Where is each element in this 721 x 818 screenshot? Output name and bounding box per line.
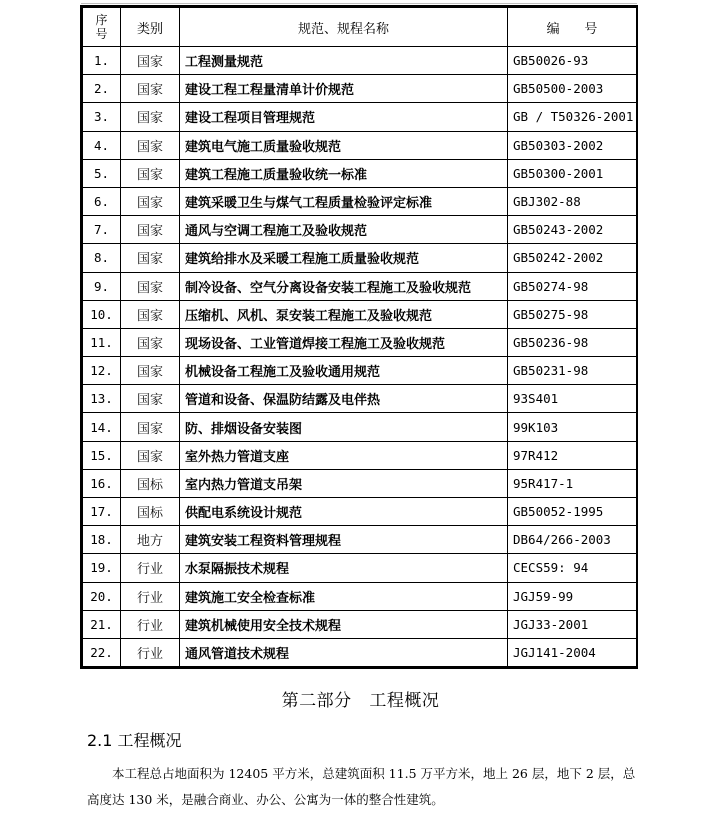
row-category: 行业 [121, 610, 180, 638]
table-row [83, 469, 637, 497]
row-standard-name: 现场设备、工业管道焊接工程施工及验收规范 [180, 328, 508, 356]
row-code: DB64/266-2003 [508, 526, 637, 554]
row-serial-number: 21. [83, 610, 121, 638]
row-code: GB50026-93 [508, 47, 637, 75]
header-serial-line2: 号 [95, 27, 108, 41]
row-code: GB50300-2001 [508, 159, 637, 187]
table-row [83, 187, 637, 215]
table-row [83, 244, 637, 272]
row-serial-number: 12. [83, 357, 121, 385]
row-standard-name: 建筑电气施工质量验收规范 [180, 131, 508, 159]
row-serial-number: 14. [83, 413, 121, 441]
row-standard-name: 室外热力管道支座 [180, 441, 508, 469]
row-serial-number: 13. [83, 385, 121, 413]
row-category: 国家 [121, 103, 180, 131]
row-serial-number: 22. [83, 638, 121, 666]
row-category: 国家 [121, 131, 180, 159]
row-standard-name: 通风管道技术规程 [180, 638, 508, 666]
table-row [83, 103, 637, 131]
row-standard-name: 制冷设备、空气分离设备安装工程施工及验收规范 [180, 272, 508, 300]
table-header-row [83, 8, 637, 47]
row-category: 国家 [121, 244, 180, 272]
row-code: 99K103 [508, 413, 637, 441]
row-standard-name: 防、排烟设备安装图 [180, 413, 508, 441]
table-body [83, 47, 637, 667]
row-category: 行业 [121, 582, 180, 610]
row-code: GB50275-98 [508, 300, 637, 328]
row-serial-number: 20. [83, 582, 121, 610]
row-category: 国家 [121, 47, 180, 75]
row-serial-number: 3. [83, 103, 121, 131]
row-category: 国家 [121, 187, 180, 215]
table-row [83, 131, 637, 159]
row-code: GBJ302-88 [508, 187, 637, 215]
row-category: 国家 [121, 385, 180, 413]
row-standard-name: 机械设备工程施工及验收通用规范 [180, 357, 508, 385]
row-standard-name: 建设工程工程量清单计价规范 [180, 75, 508, 103]
row-serial-number: 5. [83, 159, 121, 187]
row-category: 国家 [121, 75, 180, 103]
row-serial-number: 9. [83, 272, 121, 300]
row-category: 国家 [121, 328, 180, 356]
row-code: JGJ33-2001 [508, 610, 637, 638]
standards-table-frame [80, 5, 638, 669]
header-code: 编 号 [508, 8, 637, 47]
table-row [83, 47, 637, 75]
row-standard-name: 建筑工程施工质量验收统一标准 [180, 159, 508, 187]
standards-table [82, 7, 637, 667]
row-code: GB50231-98 [508, 357, 637, 385]
table-row [83, 300, 637, 328]
row-serial-number: 11. [83, 328, 121, 356]
row-standard-name: 压缩机、风机、泵安装工程施工及验收规范 [180, 300, 508, 328]
row-serial-number: 17. [83, 498, 121, 526]
row-code: GB / T50326-2001 [508, 103, 637, 131]
section-heading: 2.1 工程概况 [87, 731, 182, 750]
row-code: 95R417-1 [508, 469, 637, 497]
row-standard-name: 建筑采暖卫生与煤气工程质量检验评定标准 [180, 187, 508, 215]
row-code: 93S401 [508, 385, 637, 413]
row-code: GB50303-2002 [508, 131, 637, 159]
row-category: 国家 [121, 357, 180, 385]
row-category: 国家 [121, 159, 180, 187]
row-code: GB50052-1995 [508, 498, 637, 526]
row-category: 国家 [121, 216, 180, 244]
row-serial-number: 8. [83, 244, 121, 272]
row-serial-number: 2. [83, 75, 121, 103]
part-title: 第二部分 工程概况 [281, 691, 440, 711]
row-code: JGJ141-2004 [508, 638, 637, 666]
row-category: 国标 [121, 498, 180, 526]
row-category: 地方 [121, 526, 180, 554]
row-category: 行业 [121, 638, 180, 666]
row-code: JGJ59-99 [508, 582, 637, 610]
row-serial-number: 7. [83, 216, 121, 244]
row-serial-number: 4. [83, 131, 121, 159]
row-category: 行业 [121, 554, 180, 582]
row-serial-number: 15. [83, 441, 121, 469]
row-code: CECS59: 94 [508, 554, 637, 582]
row-standard-name: 工程测量规范 [180, 47, 508, 75]
row-standard-name: 建设工程项目管理规范 [180, 103, 508, 131]
row-standard-name: 建筑给排水及采暖工程施工质量验收规范 [180, 244, 508, 272]
table-row [83, 413, 637, 441]
row-standard-name: 建筑施工安全检查标准 [180, 582, 508, 610]
row-code: GB50274-98 [508, 272, 637, 300]
table-row [83, 216, 637, 244]
header-standard-name: 规范、规程名称 [180, 8, 508, 47]
table-row [83, 385, 637, 413]
row-code: GB50236-98 [508, 328, 637, 356]
row-standard-name: 管道和设备、保温防结露及电伴热 [180, 385, 508, 413]
row-serial-number: 6. [83, 187, 121, 215]
row-serial-number: 16. [83, 469, 121, 497]
row-standard-name: 供配电系统设计规范 [180, 498, 508, 526]
table-row [83, 638, 637, 666]
row-standard-name: 建筑安装工程资料管理规程 [180, 526, 508, 554]
row-code: 97R412 [508, 441, 637, 469]
row-standard-name: 室内热力管道支吊架 [180, 469, 508, 497]
table-row [83, 441, 637, 469]
row-standard-name: 水泵隔振技术规程 [180, 554, 508, 582]
header-category: 类别 [121, 8, 180, 47]
row-category: 国家 [121, 300, 180, 328]
table-row [83, 328, 637, 356]
row-code: GB50242-2002 [508, 244, 637, 272]
row-code: GB50243-2002 [508, 216, 637, 244]
row-serial-number: 10. [83, 300, 121, 328]
row-serial-number: 19. [83, 554, 121, 582]
table-row [83, 357, 637, 385]
table-row [83, 610, 637, 638]
table-row [83, 498, 637, 526]
header-serial-number [83, 8, 121, 47]
row-category: 国家 [121, 413, 180, 441]
table-row [83, 272, 637, 300]
table-row [83, 554, 637, 582]
section-paragraph: 本工程总占地面积为 12405 平方米，总建筑面积 11.5 万平方米，地上 26 层，地下 2 层，总高度达 130 米，是融合商业、办公、公寓为一体的整合性建筑。 [87, 766, 636, 807]
row-code: GB50500-2003 [508, 75, 637, 103]
row-standard-name: 建筑机械使用安全技术规程 [180, 610, 508, 638]
row-serial-number: 1. [83, 47, 121, 75]
table-row [83, 526, 637, 554]
row-category: 国家 [121, 441, 180, 469]
row-category: 国家 [121, 272, 180, 300]
header-serial-line1: 序 [95, 13, 108, 27]
row-serial-number: 18. [83, 526, 121, 554]
row-category: 国标 [121, 469, 180, 497]
table-row [83, 75, 637, 103]
row-standard-name: 通风与空调工程施工及验收规范 [180, 216, 508, 244]
table-row [83, 582, 637, 610]
header-rule [81, 3, 637, 4]
table-row [83, 159, 637, 187]
